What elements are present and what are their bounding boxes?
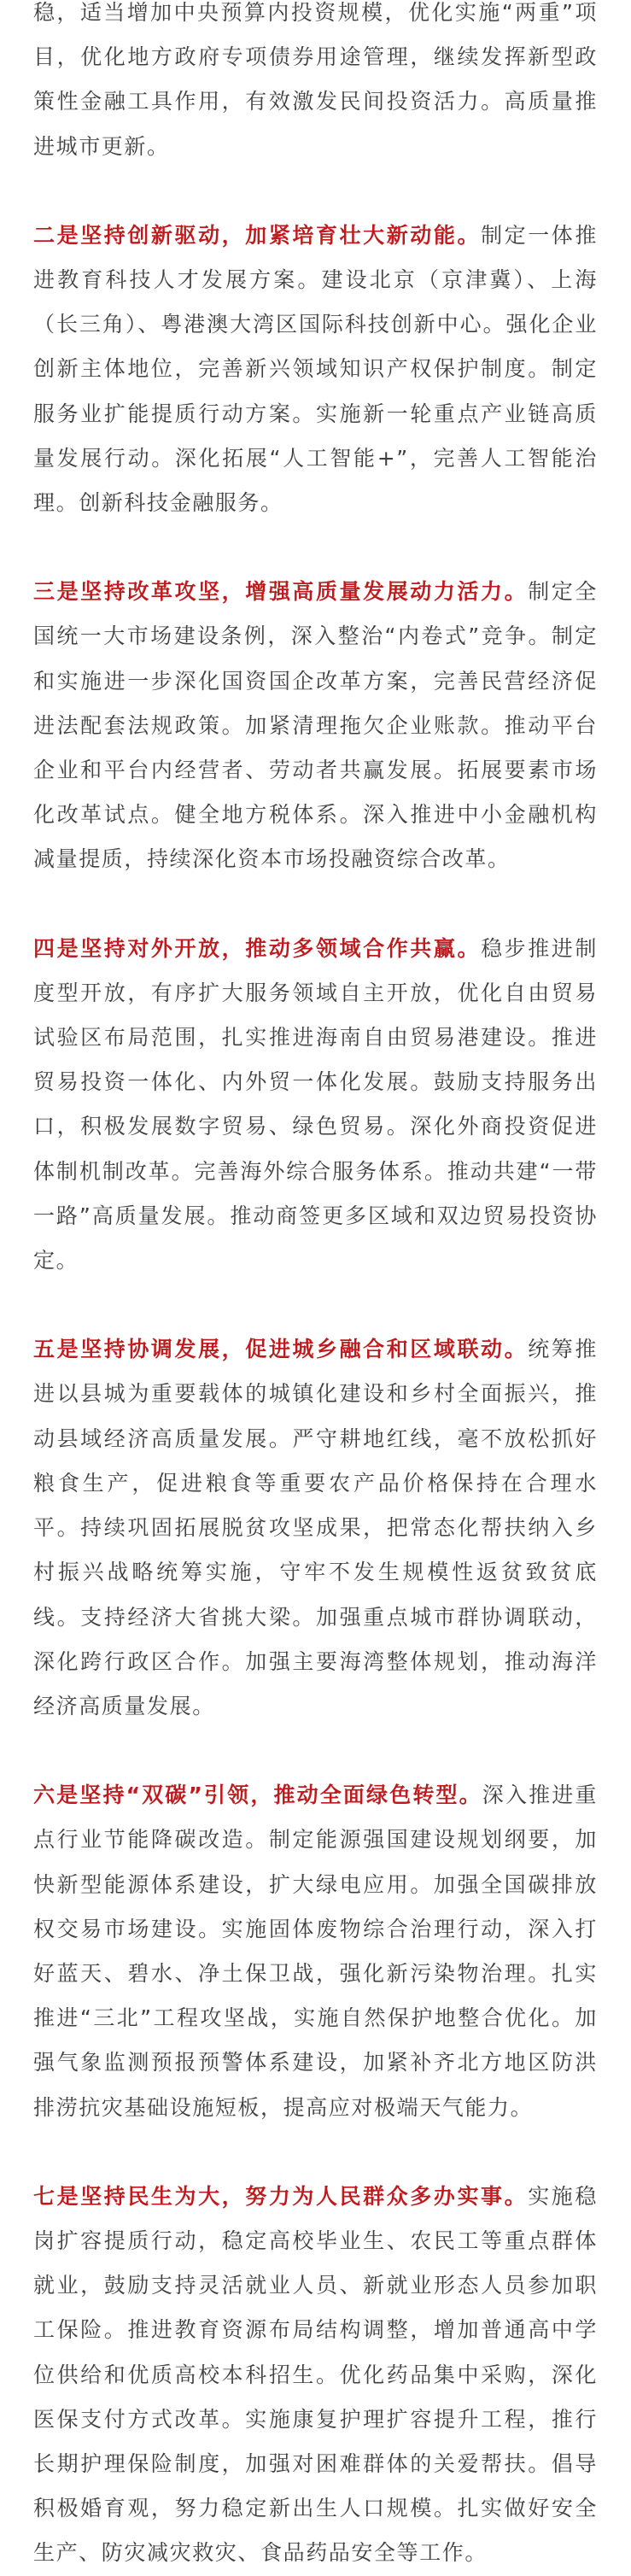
paragraph-text: 稳步推进制度型开放，有序扩大服务领域自主开放，优化自由贸易试验区布局范围，扎实推进海南自由贸易港建设。推进贸易投资一体化、内外贸一体化发展。鼓励支持服务出口，积极发展数字贸易、绿色贸易。深化外商投资促进体制机制改革。完善海外综合服务体系。推动共建“一带一路”高质量发展。推动商签更多区域和双边贸易投资协定。	[33, 935, 598, 1273]
paragraph-heading: 二是坚持创新驱动，加紧培育壮大新动能。	[33, 222, 482, 248]
paragraph-heading: 四是坚持对外开放，推动多领域合作共赢。	[33, 935, 482, 961]
paragraph-green-transition	[33, 1773, 598, 2130]
paragraph-text: 深入推进重点行业节能降碳改造。制定能源强国建设规划纲要，加快新型能源体系建设，扩大绿电应用。加强全国碳排放权交易市场建设。实施固体废物综合治理行动，深入打好蓝天、碧水、净土保卫战，强化新污染物治理。扎实推进“三北”工程攻坚战，实施自然保护地整合优化。加强气象监测预报预警体系建设，加紧补齐北方地区防洪排涝抗灾基础设施短板，提高应对极端天气能力。	[33, 1783, 598, 2120]
paragraph-coordinated-development	[33, 1327, 598, 1729]
paragraph-livelihood	[33, 2175, 598, 2576]
paragraph-text: 稳，适当增加中央预算内投资规模，优化实施“两重”项目，优化地方政府专项债券用途管理，继续发挥新型政策性金融工具作用，有效激发民间投资活力。高质量推进城市更新。	[33, 0, 598, 159]
paragraph-heading: 六是坚持“双碳”引领，推动全面绿色转型。	[33, 1783, 482, 1808]
paragraph-text: 制定一体推进教育科技人才发展方案。建设北京（京津冀）、上海（长三角）、粤港澳大湾区国际科技创新中心。强化企业创新主体地位，完善新兴领域知识产权保护制度。制定服务业扩能提质行动方案。实施新一轮重点产业链高质量发展行动。深化拓展“人工智能+”，完善人工智能治理。创新科技金融服务。	[33, 222, 598, 516]
paragraph-innovation	[33, 214, 598, 525]
paragraph-opening-up	[33, 927, 598, 1284]
paragraph-text: 实施稳岗扩容提质行动，稳定高校毕业生、农民工等重点群体就业，鼓励支持灵活就业人员、新就业形态人员参加职工保险。推进教育资源布局结构调整，增加普通高中学位供给和优质高校本科招生。优化药品集中采购，深化医保支付方式改革。实施康复护理扩容提升工程，推行长期护理保险制度，加强对困难群体的关爱帮扶。倡导积极婚育观，努力稳定新出生人口规模。扎实做好安全生产、防灾减灾救灾、食品药品安全等工作。	[33, 2183, 598, 2566]
paragraph-heading: 三是坚持改革攻坚，增强高质量发展动力活力。	[33, 579, 529, 605]
paragraph-text: 制定全国统一大市场建设条例，深入整治“内卷式”竞争。制定和实施进一步深化国资国企改革方案，完善民营经济促进法配套法规政策。加紧清理拖欠企业账款。推动平台企业和平台内经营者、劳动者共赢发展。拓展要素市场化改革试点。健全地方税体系。深入推进中小金融机构减量提质，持续深化资本市场投融资综合改革。	[33, 579, 598, 872]
paragraph-heading: 七是坚持民生为大，努力为人民群众多办实事。	[33, 2183, 529, 2209]
paragraph-reform	[33, 570, 598, 881]
paragraph-text: 统筹推进以县城为重要载体的城镇化建设和乡村全面振兴，推动县域经济高质量发展。严守耕地红线，毫不放松抓好粮食生产，促进粮食等重要农产品价格保持在合理水平。持续巩固拓展脱贫攻坚成果，把常态化帮扶纳入乡村振兴战略统筹实施，守牢不发生规模性返贫致贫底线。支持经济大省挑大梁。加强重点城市群协调联动，深化跨行政区合作。加强主要海湾整体规划，推动海洋经济高质量发展。	[33, 1337, 598, 1718]
paragraph-heading: 五是坚持协调发展，促进城乡融合和区域联动。	[33, 1337, 529, 1362]
paragraph-investment	[33, 0, 598, 169]
